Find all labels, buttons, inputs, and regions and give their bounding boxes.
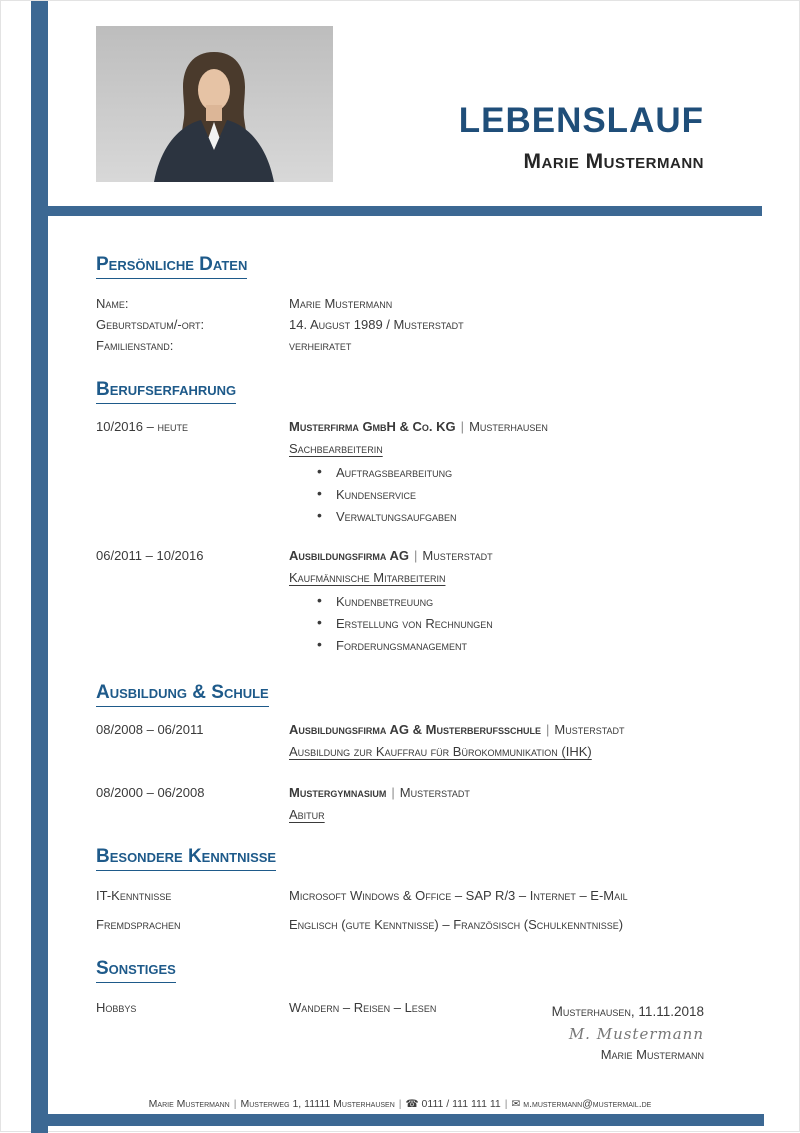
section-heading-personal (96, 253, 705, 279)
footer-address: Musterweg 1, 11111 Musterhausen (240, 1098, 395, 1110)
field-value: verheiratet (289, 338, 352, 353)
footer-name: Marie Mustermann (148, 1098, 230, 1110)
skills-row-it (96, 885, 705, 906)
school-location: Musterstadt (554, 722, 625, 737)
field-label: Familienstand: (96, 338, 174, 353)
school-name: Ausbildungsfirma AG & Musterberufsschule (289, 722, 541, 737)
company-name: Ausbildungsfirma AG (289, 548, 410, 563)
section-heading-education (96, 681, 705, 707)
duty-list (289, 593, 705, 654)
duty-item: • Kundenservice (289, 486, 705, 503)
company-name: Musterfirma GmbH & Co. KG (289, 419, 456, 434)
separator: | (545, 722, 550, 737)
field-value: Marie Mustermann (289, 296, 393, 311)
section-heading-misc-text: Sonstiges (96, 957, 176, 983)
personal-row-name (96, 293, 705, 314)
footer-email: m.mustermann@mustermail.de (523, 1098, 652, 1110)
page-title: LEBENSLAUF (458, 101, 704, 140)
duty-item: • Verwaltungsaufgaben (289, 508, 705, 525)
education-entry (96, 721, 705, 760)
duty-item: • Auftragsbearbeitung (289, 464, 705, 481)
section-heading-personal-text: Persönliche Daten (96, 253, 247, 279)
header-divider-bar (39, 206, 762, 216)
section-heading-experience (96, 378, 705, 404)
duty-list (289, 464, 705, 525)
signature-script: M. Mustermann (568, 1025, 704, 1043)
footer-divider-bar (31, 1114, 764, 1126)
personal-row-marital (96, 335, 705, 356)
field-value: Wandern – Reisen – Lesen (289, 1000, 437, 1015)
job-title: Kaufmännische Mitarbeiterin (289, 570, 446, 585)
separator: | (391, 785, 395, 800)
mail-icon: ✉ (511, 1098, 521, 1110)
experience-entry (96, 547, 705, 659)
degree-title: Abitur (289, 807, 325, 822)
header-titles (459, 101, 704, 174)
signature-block (552, 1004, 704, 1062)
field-label: Fremdsprachen (96, 917, 181, 932)
separator: | (398, 1098, 402, 1110)
entry-body (289, 547, 705, 659)
job-title: Sachbearbeiterin (289, 441, 383, 456)
footer-contact-line (1, 1098, 799, 1110)
entry-company-line (289, 784, 705, 801)
signature-name: Marie Mustermann (600, 1047, 704, 1062)
separator: | (414, 548, 418, 563)
entry-company-line (289, 418, 705, 435)
field-label: Hobbys (96, 1000, 137, 1015)
entry-period: 10/2016 – heute (96, 419, 188, 434)
left-accent-bar (31, 1, 48, 1133)
company-location: Musterhausen (469, 419, 548, 434)
section-heading-skills (96, 845, 705, 871)
field-value: Microsoft Windows & Office – SAP R/3 – Internet – E-Mail (289, 888, 628, 903)
degree-title: Ausbildung zur Kauffrau für Bürokommunikation (IHK) (289, 744, 592, 759)
duty-item: • Forderungsmanagement (289, 637, 705, 654)
duty-item: • Erstellung von Rechnungen (289, 615, 705, 632)
section-heading-misc (96, 957, 705, 983)
personal-row-birth (96, 314, 705, 335)
field-label: IT-Kenntnisse (96, 888, 172, 903)
separator: | (233, 1098, 237, 1110)
separator: | (460, 419, 465, 434)
separator: | (504, 1098, 508, 1110)
section-heading-skills-text: Besondere Kenntnisse (96, 845, 276, 871)
portrait-photo-illustration (96, 26, 333, 182)
phone-icon: ☎ (405, 1098, 419, 1110)
education-entry (96, 784, 705, 823)
duty-item: • Kundenbetreuung (289, 593, 705, 610)
portrait-photo (96, 26, 333, 182)
experience-entry (96, 418, 705, 530)
school-name: Mustergymnasium (289, 785, 387, 800)
entry-body (289, 418, 705, 530)
cv-body (96, 217, 705, 1018)
field-label: Name: (96, 296, 129, 311)
section-heading-experience-text: Berufserfahrung (96, 378, 236, 404)
field-label: Geburtsdatum/-ort: (96, 317, 205, 332)
company-location: Musterstadt (422, 548, 493, 563)
footer-phone: 0111 / 111 111 11 (421, 1098, 501, 1110)
field-value: 14. August 1989 / Musterstadt (289, 317, 464, 332)
entry-period: 06/2011 – 10/2016 (96, 548, 204, 563)
school-location: Musterstadt (399, 785, 470, 800)
entry-company-line (289, 721, 705, 738)
entry-company-line (289, 547, 705, 564)
entry-body (289, 784, 705, 823)
field-value: Englisch (gute Kenntnisse) – Französisch (Schulkenntnisse) (289, 917, 624, 932)
skills-row-languages (96, 914, 705, 935)
section-heading-education-text: Ausbildung & Schule (96, 681, 269, 707)
signature-place-date: Musterhausen, 11.11.2018 (551, 1004, 704, 1019)
entry-period: 08/2000 – 06/2008 (96, 785, 205, 800)
candidate-name: Marie Mustermann (523, 150, 704, 173)
entry-body (289, 721, 705, 760)
entry-period: 08/2008 – 06/2011 (96, 722, 204, 737)
